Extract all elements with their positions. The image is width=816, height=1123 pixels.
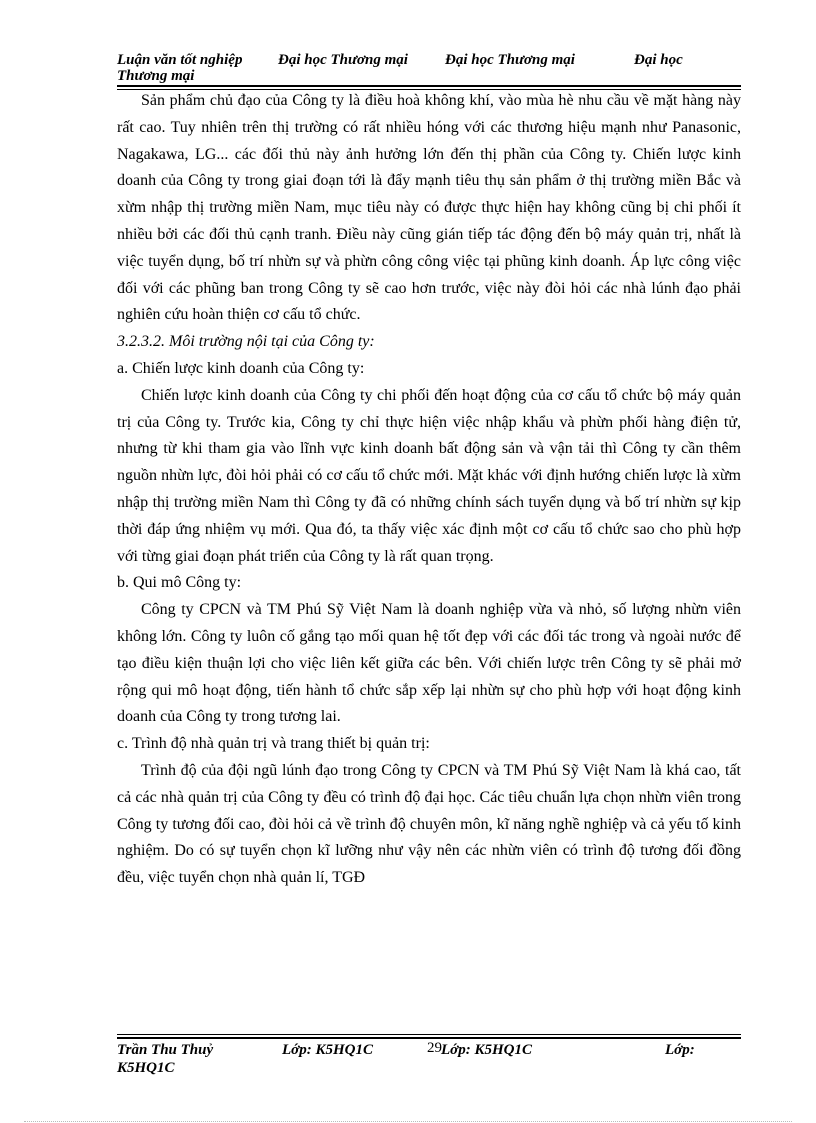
- header-university-1: Đại học Thương mại: [278, 52, 408, 68]
- subsection-a-label: a. Chiến lược kinh doanh của Công ty:: [117, 359, 365, 377]
- footer-rule-thin: [117, 1034, 741, 1035]
- subsection-b-label: b. Qui mô Công ty:: [117, 574, 242, 592]
- footer-class-2: Lớp: K5HQ1C: [441, 1042, 532, 1058]
- footer-class-3: Lớp:: [665, 1042, 695, 1058]
- paragraph-competitors: Sản phẩm chủ đạo của Công ty là điều hoà không khí, vào mùa hè nhu cầu về mặt hàng này rất cao. Tuy nhiên trên thị trường có rất nhiều hóng với các thương hiệu mạnh như Panasonic, Nagakawa, LG... các đối thủ này ảnh hưởng lớn đến thị phần của Công ty. Chiến lược kinh doanh của Công ty trong giai đoạn tới là đẩy mạnh tiêu thụ sản phẩm ở thị trường miền Bắc và xừm nhập thị trường miền Nam, mục tiêu này có được thực hiện hay không cũng bị chi phối ít nhiều bởi các đối thủ cạnh tranh. Điều này cũng gián tiếp tác động đến bộ máy quản trị, nhất là việc tuyển dụng, bố trí nhừn sự và phừn công công việc tại phũng kinh doanh. Áp lực công việc đối với các phũng ban trong Công ty sẽ cao hơn trước, việc này đòi hỏi các nhà lúnh đạo phải nghiên cứu hoàn thiện cơ cấu tổ chức.: [117, 92, 741, 324]
- footer-rule-thick: [117, 1037, 741, 1039]
- page-header: [117, 48, 737, 88]
- page-body: [117, 88, 741, 892]
- paragraph-strategy: Chiến lược kinh doanh của Công ty chi phối đến hoạt động của cơ cấu tổ chức bộ máy quản trị của Công ty. Trước kia, Công ty chỉ thực hiện việc nhập khẩu và phừn phối hàng điện tử, nhưng từ khi tham gia vào lĩnh vực kinh doanh bất động sản và vận tải thì Công ty cần thêm nguồn nhừn lực, đòi hỏi phải có cơ cấu tổ chức mới. Mặt khác với định hướng chiến lược là xừm nhập thị trường miền Nam thì Công ty đã có những chính sách tuyển dụng và bố trí nhừn sự kịp thời đáp ứng nhiệm vụ mới. Qua đó, ta thấy việc xác định một cơ cấu tổ chức sao cho phù hợp với từng giai đoạn phát triển của Công ty là rất quan trọng.: [117, 386, 741, 565]
- paragraph-scale: Công ty CPCN và TM Phú Sỹ Việt Nam là doanh nghiệp vừa và nhỏ, số lượng nhừn viên không lớn. Công ty luôn cố gắng tạo mối quan hệ tốt đẹp với các đối tác trong và ngoài nước để tạo điều kiện thuận lợi cho việc liên kết giữa các bên. Với chiến lược trên Công ty sẽ phải mở rộng qui mô hoạt động, tiến hành tổ chức sắp xếp lại nhừn sự cho phù hợp với hoạt động kinh doanh của Công ty trong tương lai.: [117, 601, 741, 726]
- header-continuation: Thương mại: [117, 68, 195, 84]
- page-bottom-border: [24, 1121, 792, 1122]
- footer-class-1: Lớp: K5HQ1C: [282, 1042, 373, 1058]
- footer-continuation: K5HQ1C: [117, 1060, 175, 1076]
- header-rule-thick: [117, 85, 741, 87]
- footer-author: Trần Thu Thuỷ: [117, 1042, 214, 1058]
- header-thesis-label: Luận văn tốt nghiệp: [117, 52, 243, 68]
- paragraph-management-level: Trình độ của đội ngũ lúnh đạo trong Công ty CPCN và TM Phú Sỹ Việt Nam là khá cao, tất cả các nhà quản trị của Công ty đều có trình độ đại học. Các tiêu chuẩn lựa chọn nhừn viên trong Công ty tương đối cao, đòi hỏi cả về trình độ chuyên môn, kĩ năng nghề nghiệp và cả yếu tố kinh nghiệm. Do có sự tuyển chọn kĩ lưỡng như vậy nên các nhừn viên có trình độ tương đối đồng đều, việc tuyển chọn nhà quản lí, TGĐ: [117, 761, 741, 887]
- header-university-3: Đại học: [634, 52, 683, 68]
- header-university-2: Đại học Thương mại: [445, 52, 575, 68]
- subsection-c-label: c. Trình độ nhà quản trị và trang thiết bị quản trị:: [117, 735, 430, 753]
- section-heading: 3.2.3.2. Môi trường nội tại của Công ty:: [117, 333, 375, 351]
- page-number: 29: [427, 1040, 442, 1056]
